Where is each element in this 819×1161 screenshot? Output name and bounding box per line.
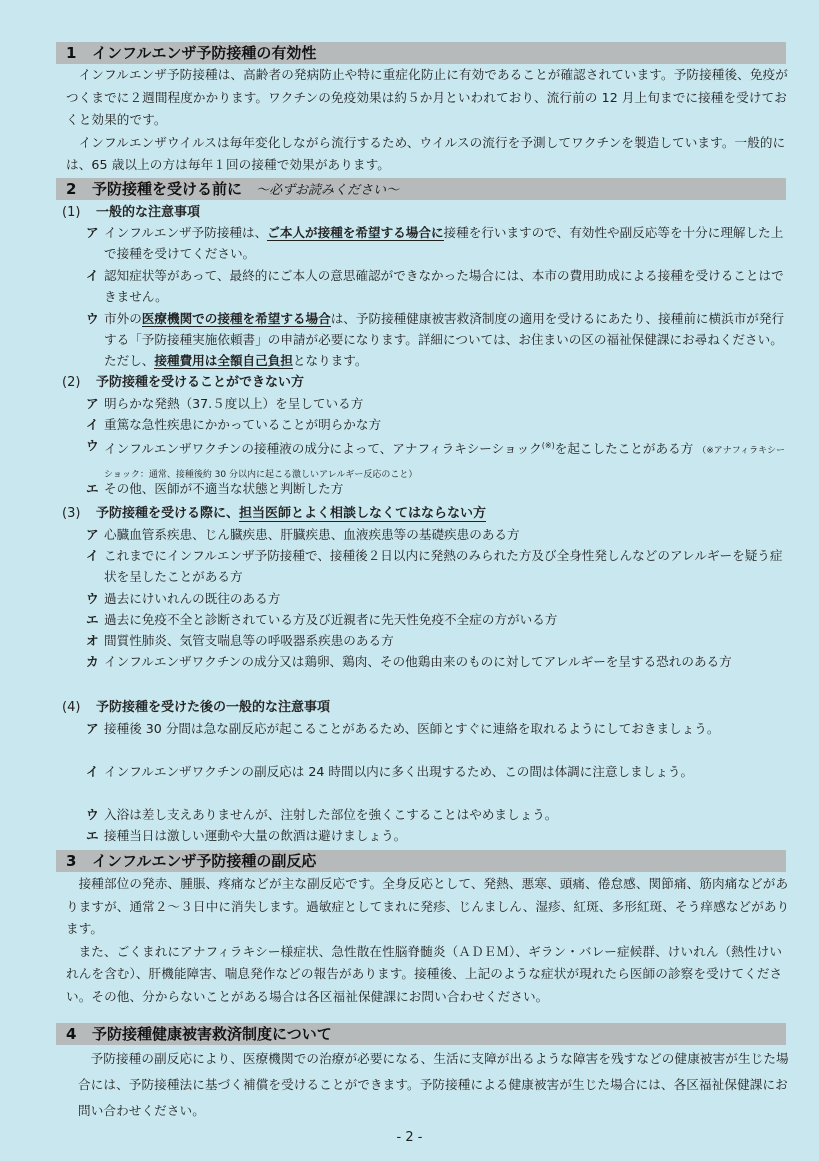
subsection-number: (3): [62, 506, 81, 521]
paragraph: インフルエンザウイルスは毎年変化しながら流行するため、ウイルスの流行を予測してワクチンを製造しています。一般的には、65 歳以上の方は毎年１回の接種で効果があります。: [66, 134, 786, 172]
subsection-number: (1): [62, 205, 81, 220]
item-marker: ウ: [86, 591, 99, 606]
section-title: 予防接種健康被害救済制度について: [92, 1025, 332, 1043]
list-item: [86, 630, 790, 651]
item-marker: エ: [86, 828, 99, 843]
subsection-title: 予防接種を受ける際に、: [96, 506, 240, 521]
section-title: 予防接種を受ける前に: [92, 180, 243, 198]
item-text: 入浴は差し支えありませんが、注射した部位を強くこすることはやめましょう。: [104, 807, 558, 822]
section-number: 1: [66, 44, 77, 62]
section-1-header: [56, 42, 786, 64]
paragraph: また、ごくまれにアナフィラキシー様症状、急性散在性脳脊髄炎（ＡＤＥＭ）、ギラン・バレー症候群、けいれん（熱性けいれんを含む）、肝機能障害、喘息発作などの報告があります。接種後、上記のような症状が現れたら医師の診察を受けてください。その他、分からないことがある場合は各区福祉保健課にお問い合わせください。: [66, 943, 783, 1004]
text-run: となります。: [292, 353, 368, 368]
item-text: 重篤な急性疾患にかかっていることが明らかな方: [104, 417, 382, 432]
item-marker: ウ: [86, 311, 99, 326]
item-text: 過去に免疫不全と診断されている方及び近親者に先天性免疫不全症の方がいる方: [104, 612, 558, 627]
text-run: を起こしたことがある方: [554, 441, 694, 457]
list-item: [86, 651, 790, 672]
underlined-text: 接種費用は全額自己負担: [154, 353, 293, 368]
item-text: インフルエンザワクチンの成分又は鶏卵、鶏肉、その他鶏由来のものに対してアレルギーを呈する恐れのある方: [104, 654, 732, 669]
section-3-body: [66, 873, 792, 1008]
list-item: [86, 761, 790, 782]
item-marker: オ: [86, 633, 99, 648]
list-item: [86, 609, 790, 630]
subsection-title: 予防接種を受けることができない方: [96, 375, 305, 390]
item-marker: エ: [86, 612, 99, 627]
item-text: [104, 308, 790, 371]
text-run: 市外の: [104, 311, 142, 326]
list-item: [86, 825, 790, 846]
text-run: は、予防接種健康被害救済制度の適用を受けるにあたり、接種前に横浜市が発行する「予防接種実施依頼書」の申請が必要になります。詳細については、お住まいの区の福祉保健課にお尋ねください。ただし、: [104, 311, 785, 368]
subsection-number: (4): [62, 700, 81, 715]
item-marker: イ: [86, 764, 99, 779]
underlined-text: 医療機関での接種を希望する場合: [141, 311, 331, 326]
item-text: 間質性肺炎、気管支喘息等の呼吸器系疾患のある方: [104, 633, 394, 648]
subsection-title: 一般的な注意事項: [96, 205, 201, 220]
subsection-2-header: [62, 373, 304, 393]
item-text: 明らかな発熱（37.５度以上）を呈している方: [104, 396, 364, 411]
text-run: 接種を行いますので、有効性や副反応等を十分に理解した上で接種を受けてください。: [104, 225, 784, 261]
list-item: [86, 393, 790, 414]
page-number: - 2 -: [396, 1130, 423, 1145]
section-subtitle: ～必ずお読みください～: [256, 183, 400, 198]
section-4-body: [78, 1046, 790, 1124]
item-text: インフルエンザワクチンの副反応は 24 時間以内に多く出現するため、この間は体調に注意しましょう。: [104, 764, 694, 779]
item-marker: カ: [86, 654, 99, 669]
list-item: [86, 804, 790, 825]
item-marker: ア: [86, 527, 99, 542]
item-text: [104, 222, 790, 264]
text-run: インフルエンザワクチンの接種液の成分によって、アナフィラキシーショック: [104, 441, 542, 457]
section-number: 2: [66, 180, 77, 198]
section-number: 4: [66, 1025, 77, 1043]
item-text: その他、医師が不適当な状態と判断した方: [104, 481, 344, 496]
item-text: これまでにインフルエンザ予防接種で、接種後２日以内に発熱のみられた方及び全身性発しんなどのアレルギーを疑う症状を呈したことがある方: [104, 548, 783, 584]
item-marker: ア: [86, 225, 99, 240]
item-marker: エ: [86, 481, 99, 496]
item-text: 過去にけいれんの既往のある方: [104, 591, 281, 606]
footnote-text: （※アナフィラキシーショック：通常、接種後約 30 分以内に起こる激しいアレルギー反応のこと）: [104, 446, 785, 481]
list-item: [86, 718, 790, 739]
subsection-4-header: [62, 698, 330, 718]
list-item: [86, 265, 790, 307]
item-text: 心臓血管系疾患、じん臓疾患、肝臓疾患、血液疾患等の基礎疾患のある方: [104, 527, 520, 542]
section-4-header: [56, 1023, 786, 1045]
item-text: 接種当日は激しい運動や大量の飲酒は避けましょう。: [104, 828, 407, 843]
item-marker: イ: [86, 268, 99, 283]
section-1-body: [66, 64, 792, 177]
subsection-number: (2): [62, 375, 81, 390]
item-text: 認知症状等があって、最終的にご本人の意思確認ができなかった場合には、本市の費用助成による接種を受けることはできません。: [104, 268, 784, 304]
subsection-1-header: [62, 203, 200, 223]
paragraph: インフルエンザ予防接種は、高齢者の発病防止や特に重症化防止に有効であることが確認されています。予防接種後、免疫がつくまでに２週間程度かかります。ワクチンの免疫効果は約５か月といわれており、流行前の 12 月上旬までに接種を受けておくと効果的です。: [66, 67, 788, 127]
paragraph: 予防接種の副反応により、医療機関での治療が必要になる、生活に支障が出るような障害を残すなどの健康被害が生じた場合には、予防接種法に基づく補償を受けることができます。予防接種による健康被害が生じた場合には、各区福祉保健課にお問い合わせください。: [78, 1051, 789, 1118]
item-marker: イ: [86, 548, 99, 563]
list-item: [86, 588, 790, 609]
item-marker: ア: [86, 721, 99, 736]
section-title: インフルエンザ予防接種の副反応: [92, 852, 317, 870]
section-3-header: [56, 850, 786, 872]
list-item: [86, 222, 790, 264]
underlined-text: 担当医師とよく相談しなくてはならない方: [239, 506, 487, 521]
text-run: インフルエンザ予防接種は、: [104, 225, 268, 240]
footnote-marker: (※): [541, 441, 555, 450]
list-item: [86, 308, 790, 371]
section-title: インフルエンザ予防接種の有効性: [92, 44, 317, 62]
list-item: [86, 478, 790, 499]
item-text: 接種後 30 分間は急な副反応が起こることがあるため、医師とすぐに連絡を取れるようにしておきましょう。: [104, 721, 720, 736]
list-item: [86, 545, 790, 587]
subsection-title: 予防接種を受けた後の一般的な注意事項: [96, 700, 331, 715]
list-item: [86, 524, 790, 545]
item-marker: ウ: [86, 438, 99, 453]
subsection-3-header: [62, 504, 486, 524]
paragraph: 接種部位の発赤、腫脹、疼痛などが主な副反応です。全身反応として、発熱、悪寒、頭痛、倦怠感、関節痛、筋肉痛などがありますが、通常２～３日中に消失します。過敏症としてまれに発疹、じんましん、湿疹、紅斑、多形紅斑、そう痒感などがあります。: [66, 876, 790, 936]
item-marker: ウ: [86, 807, 99, 822]
section-2-header: [56, 178, 786, 200]
list-item: [86, 414, 790, 435]
section-number: 3: [66, 852, 77, 870]
item-marker: イ: [86, 417, 99, 432]
underlined-text: ご本人が接種を希望する場合に: [267, 225, 444, 240]
item-marker: ア: [86, 396, 99, 411]
